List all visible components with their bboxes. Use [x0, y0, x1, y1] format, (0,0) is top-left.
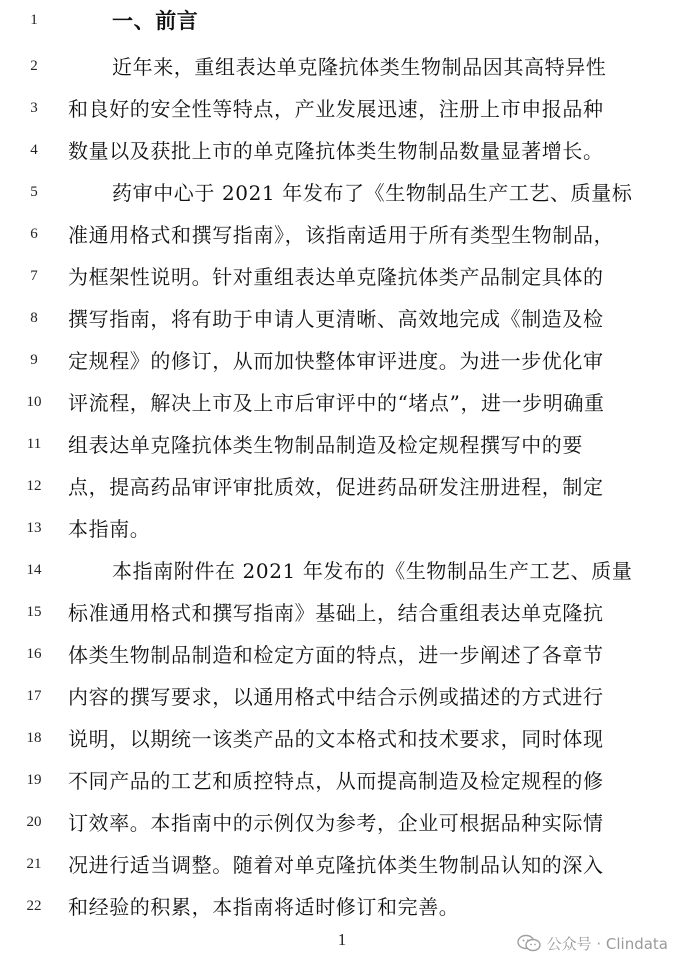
line-number: 9 — [30, 352, 38, 368]
line-number: 2 — [30, 58, 38, 74]
line-number: 13 — [26, 520, 42, 536]
text-line: 为框架性说明。针对重组表达单克隆抗体类产品制定具体的 — [68, 265, 604, 289]
line-number: 20 — [26, 814, 42, 830]
text-line: 不同产品的工艺和质控特点，从而提高制造及检定规程的修 — [68, 769, 604, 793]
text-line: 和良好的安全性等特点，产业发展迅速，注册上市申报品种 — [68, 97, 604, 121]
text-line: 组表达单克隆抗体类生物制品制造及检定规程撰写中的要 — [68, 433, 583, 457]
line-number: 19 — [26, 772, 42, 788]
text-line: 体类生物制品制造和检定方面的特点，进一步阐述了各章节 — [68, 643, 604, 667]
text-line: 本指南附件在 2021 年发布的《生物制品生产工艺、质量 — [112, 559, 633, 583]
line-number: 4 — [30, 142, 38, 158]
page-number: 1 — [337, 930, 347, 949]
line-number: 3 — [30, 100, 38, 116]
text-line: 内容的撰写要求，以通用格式中结合示例或描述的方式进行 — [68, 685, 604, 709]
section-heading: 一、前言 — [112, 9, 199, 33]
line-number: 18 — [26, 730, 42, 746]
line-number: 8 — [30, 310, 38, 326]
text-line: 数量以及获批上市的单克隆抗体类生物制品数量显著增长。 — [68, 139, 604, 163]
text-line: 说明，以期统一该类产品的文本格式和技术要求，同时体现 — [68, 727, 604, 751]
line-number: 15 — [26, 604, 42, 620]
text-line: 况进行适当调整。随着对单克隆抗体类生物制品认知的深入 — [68, 853, 604, 877]
line-number: 1 — [30, 12, 38, 28]
line-number: 14 — [26, 562, 42, 578]
text-line: 准通用格式和撰写指南》，该指南适用于所有类型生物制品， — [68, 223, 615, 247]
text-line: 订效率。本指南中的示例仅为参考，企业可根据品种实际情 — [68, 811, 604, 835]
line-number: 16 — [26, 646, 42, 662]
line-number: 12 — [26, 478, 42, 494]
text-line: 评流程，解决上市及上市后审评中的“堵点”，进一步明确重 — [68, 391, 605, 415]
text-line: 撰写指南，将有助于申请人更清晰、高效地完成《制造及检 — [68, 307, 604, 331]
line-number: 11 — [26, 436, 42, 452]
text-line: 标准通用格式和撰写指南》基础上，结合重组表达单克隆抗 — [68, 601, 604, 625]
text-line: 和经验的积累，本指南将适时修订和完善。 — [68, 895, 460, 919]
line-number: 17 — [26, 688, 42, 704]
line-number: 22 — [26, 898, 42, 914]
line-number: 21 — [26, 856, 42, 872]
wechat-icon — [517, 934, 541, 952]
text-line: 点，提高药品审评审批质效，促进药品研发注册进程，制定 — [68, 475, 604, 499]
text-line: 本指南。 — [68, 517, 151, 541]
text-line: 药审中心于 2021 年发布了《生物制品生产工艺、质量标 — [112, 181, 633, 205]
line-number: 10 — [26, 394, 42, 410]
text-line: 定规程》的修订，从而加快整体审评进度。为进一步优化审 — [68, 349, 604, 373]
line-number: 6 — [30, 226, 38, 242]
text-line: 近年来，重组表达单克隆抗体类生物制品因其高特异性 — [112, 55, 607, 79]
line-number: 7 — [30, 268, 38, 284]
watermark-text: 公众号 · Clindata — [546, 934, 668, 953]
line-number: 5 — [30, 184, 38, 200]
watermark — [517, 930, 668, 956]
